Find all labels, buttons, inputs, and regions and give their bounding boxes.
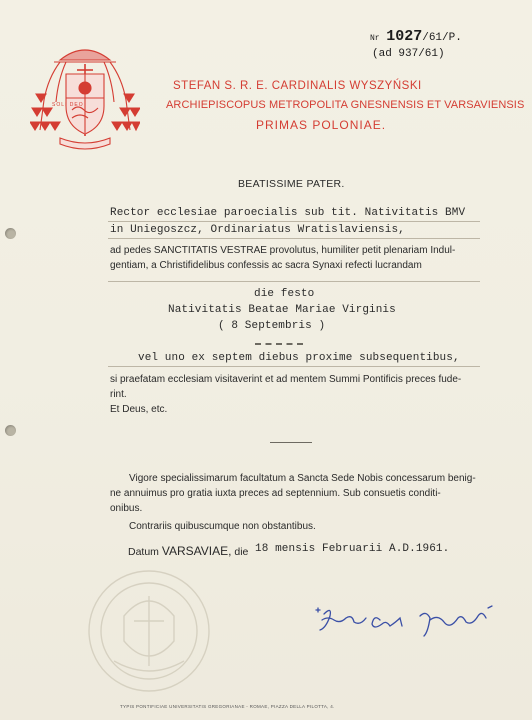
date-value: 18 mensis Februarii A.D.1961. (255, 543, 450, 555)
form-rule (108, 366, 480, 367)
petition-line-7: rint. (110, 389, 127, 400)
petition-line-6: si praefatam ecclesiam visitaverint et ad mentem Summi Pontificis preces fude- (110, 374, 462, 385)
letterhead-line-3: PRIMAS POLONIAE. (256, 118, 387, 132)
petition-line-1: Rector ecclesiae paroecialis sub tit. Nativitatis BMV (110, 207, 466, 219)
date-line: Datum VARSAVIAE, die (128, 544, 249, 558)
petition-line-3: ad pedes SANCTITATIS VESTRAE provolutus, humiliter petit plenariam Indul- (110, 245, 456, 256)
grant-line-3: onibus. (110, 503, 143, 514)
separator (255, 343, 303, 345)
motto: SOLI DEO (52, 102, 84, 108)
grant-line-4: Contrariis quibuscumque non obstantibus. (129, 521, 316, 532)
coat-of-arms-icon (30, 38, 140, 150)
secondary-reference: (ad 937/61) (372, 48, 445, 60)
handwritten-signature-icon (310, 604, 498, 642)
form-rule (108, 221, 480, 222)
letterhead-line-1: STEFAN S. R. E. CARDINALIS WYSZYŃSKI (173, 80, 422, 92)
feast-line-3: ( 8 Septembris ) (218, 320, 326, 332)
grant-line-2: ne annuimus pro gratia iuxta preces ad septennium. Sub consuetis conditi- (110, 488, 441, 499)
reference-number: Nr 1027/61/P. (370, 28, 462, 45)
separator (270, 442, 312, 443)
petition-line-4: gentiam, a Christifidelibus confessis ac sacra Synaxi refecti lucrandam (110, 260, 422, 271)
grant-line-1: Vigore specialissimarum facultatum a Sancta Sede Nobis concessarum benig- (129, 473, 476, 484)
printer-footer: TYPIS PONTIFICIAE UNIVERSITATIS GREGORIANAE - ROMAE, PIAZZA DELLA PILOTTA, 4. (120, 704, 335, 709)
petition-closing: Et Deus, etc. (110, 404, 168, 415)
punch-hole (5, 425, 16, 436)
form-rule (108, 238, 480, 239)
petition-line-5: vel uno ex septem diebus proxime subsequentibus, (138, 352, 460, 364)
feast-line-2: Nativitatis Beatae Mariae Virginis (168, 304, 396, 316)
letterhead-line-2: ARCHIEPISCOPUS METROPOLITA GNESNENSIS ET VARSAVIENSIS (166, 99, 525, 111)
petition-line-2: in Uniegoszcz, Ordinariatus Wratislaviensis, (110, 224, 405, 236)
salutation: BEATISSIME PATER. (238, 178, 345, 190)
embossed-seal-icon (84, 566, 214, 696)
feast-line-1: die festo (254, 288, 315, 300)
punch-hole (5, 228, 16, 239)
form-rule (108, 281, 480, 282)
